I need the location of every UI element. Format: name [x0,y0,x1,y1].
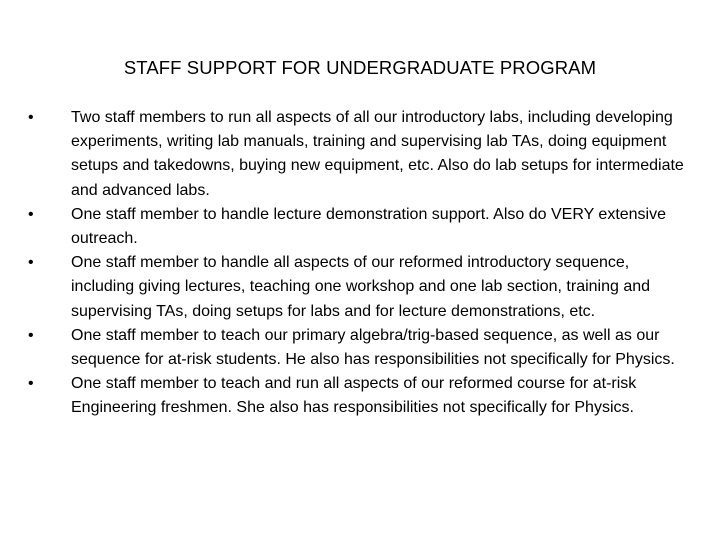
list-item [28,106,688,203]
list-item [28,324,688,372]
list-item [28,203,688,251]
list-item [28,372,688,420]
bullet-icon: • [28,326,34,344]
bullet-text: One staff member to handle lecture demonstration support. Also do VERY extensive outreach. [71,205,667,248]
bullet-list [28,106,688,421]
bullet-text: One staff member to teach our primary algebra/trig-based sequence, as well as our sequence for at-risk students. He also has responsibilities not specifically for Physics. [71,326,675,369]
bullet-text: Two staff members to run all aspects of all our introductory labs, including developing experiments, writing lab manuals, training and supervising lab TAs, doing equipment setups and takedowns, buying new equipment, etc. Also do lab setups for intermediate and advanced labs. [71,109,684,199]
list-item [28,251,688,324]
bullet-icon: • [28,375,34,393]
bullet-icon: • [28,254,34,272]
bullet-text: One staff member to teach and run all aspects of our reformed course for at-risk Engineering freshmen. She also has responsibilities not specifically for Physics. [71,375,637,417]
bullet-icon: • [28,205,34,223]
bullet-icon: • [28,109,34,126]
slide-title: STAFF SUPPORT FOR UNDERGRADUATE PROGRAM [123,57,597,78]
bullet-text: One staff member to handle all aspects of our reformed introductory sequence, including giving lectures, teaching one workshop and one lab section, training and supervising TAs, doing setups for labs and for lecture demonstrations, etc. [71,254,651,320]
